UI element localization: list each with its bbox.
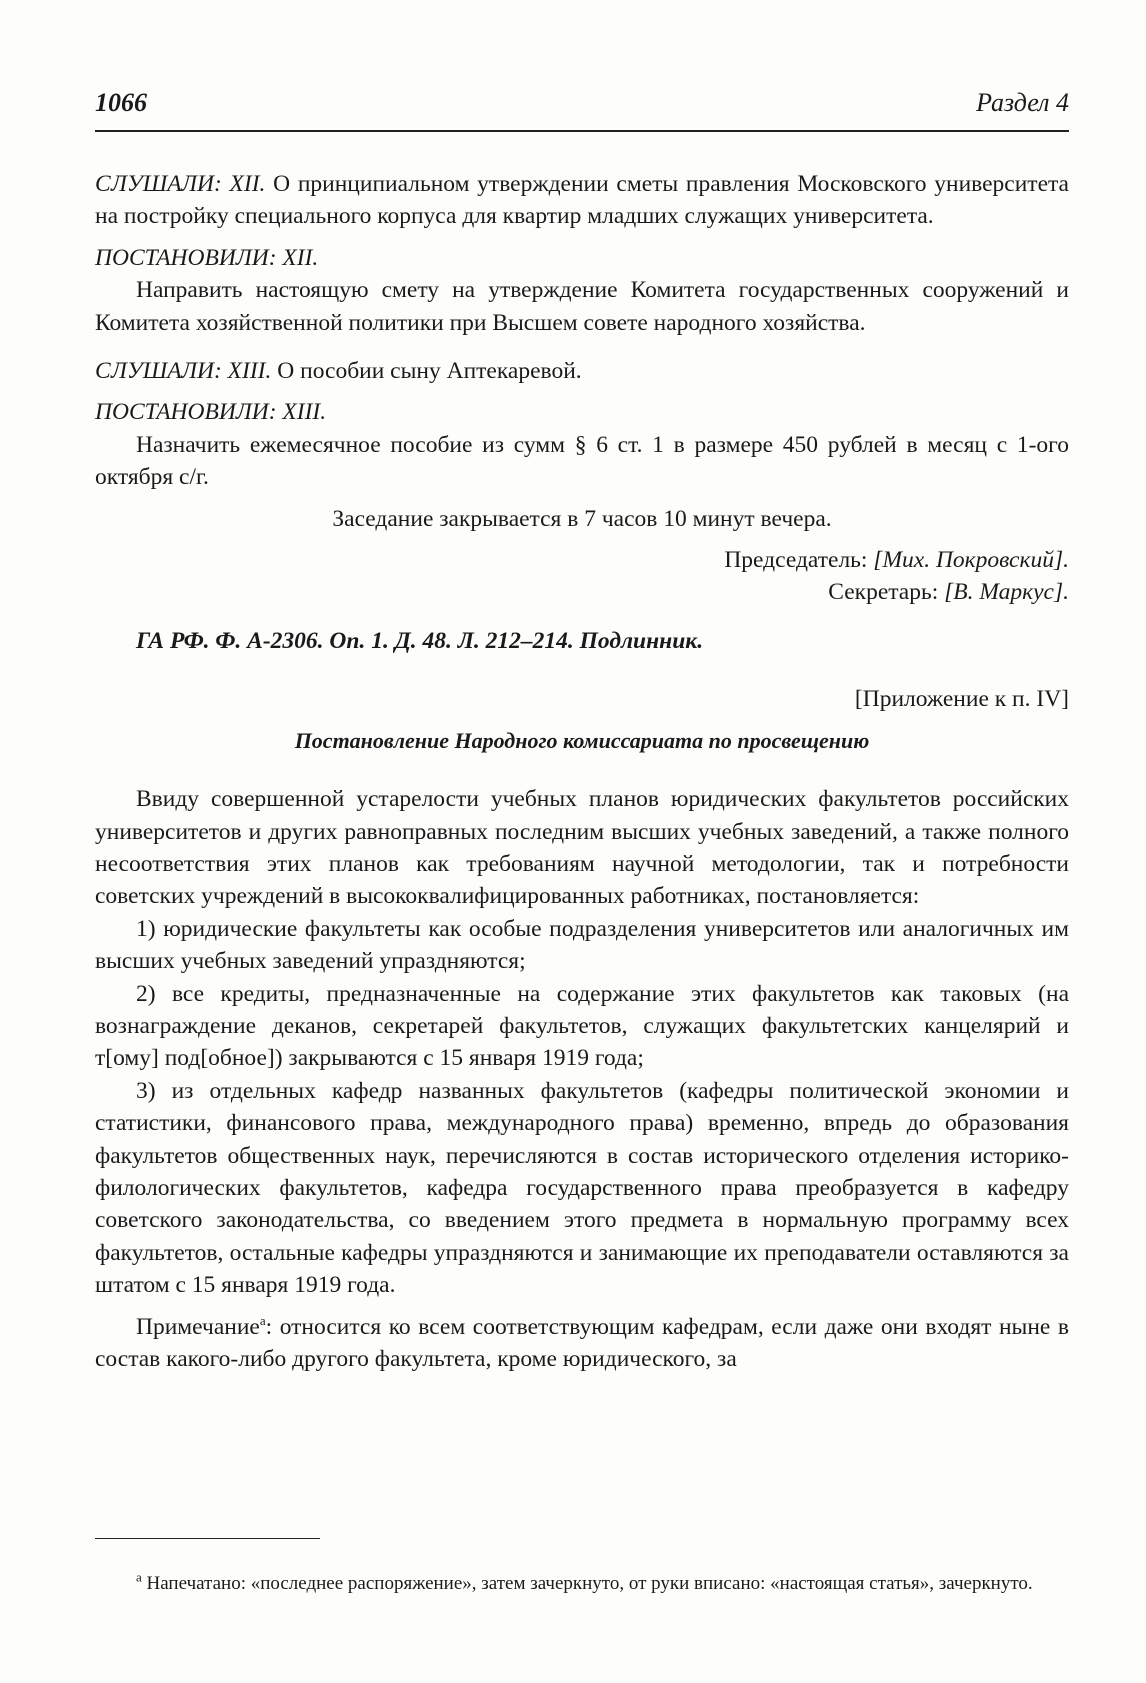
decree-item-1: 1) юридические факультеты как особые подразделения университетов или аналогичных им высших учебных заведений упраздняются; [95,915,1069,975]
decree-note [95,1311,1069,1376]
footnote-text: Напечатано: «последнее распоряжение», затем зачеркнуто, от руки вписано: «настоящая статья», зачеркнуто. [141,1573,1033,1594]
resolution-text-12: Направить настоящую смету на утверждение Комитета государственных сооружений и Комитета хозяйственной политики при Высшем совете народного хозяйства. [95,277,1069,336]
secretary-signature [95,576,1069,608]
protocol-item-heard-12 [95,168,1069,233]
footnote [95,1570,1069,1598]
speaker-label: СЛУШАЛИ: XIII. [95,358,272,385]
page-body [95,168,1069,1375]
footnote-divider [95,1538,320,1539]
chairman-signature [95,544,1069,576]
resolution-text-13: Назначить ежемесячное пособие из сумм § 6 ст. 1 в размере 450 рублей в месяц с 1-ого октября с/г. [95,431,1069,491]
footnote-mark: а [136,1569,142,1585]
decree-title: Постановление Народного комиссариата по просвещению [294,727,870,753]
appendix-reference: [Приложение к п. IV] [854,686,1069,713]
chairman-label: Председатель: [724,547,874,574]
secretary-name: [В. Маркус]. [944,579,1069,606]
protocol-item-heard-13 [95,355,1069,387]
note-label: Примечание [136,1313,260,1340]
secretary-label: Секретарь: [828,579,945,606]
speaker-label: СЛУШАЛИ: XII. [95,171,266,197]
decree-item-3: 3) из отдельных кафедр названных факультетов (кафедры политической экономии и статистики, финансового права, международного права) временно, впредь до образования факультетов общественных наук, перечисляются в состав исторического отделения историко-филологических факультетов, кафедра государственного права преобразуется в кафедру советского законодательства, со введением этого предмета в нормальную программу всех факультетов, остальные кафедры упраздняются и занимающие их преподаватели оставляются за штатом с 15 января 1919 года. [95,1077,1069,1299]
meeting-closed-text: Заседание закрывается в 7 часов 10 минут вечера. [332,505,832,532]
resolution-heading-12: ПОСТАНОВИЛИ: XII. [95,244,319,271]
resolution-heading-13: ПОСТАНОВИЛИ: XIII. [95,399,327,426]
decree-item-2: 2) все кредиты, предназначенные на содержание этих факультетов как таковых (на вознаграждение деканов, секретарей факультетов, служащих факультетских канцелярий и т[ому] под[обное]) закрываются с 15 января 1919 года; [95,980,1069,1072]
note-text: : относится ко всем соответствующим кафедрам, если даже они входят ныне в состав какого-либо другого факультета, кроме юридического, за [95,1313,1069,1372]
decree-intro: Ввиду совершенной устарелости учебных планов юридических факультетов российских университетов и других равноправных последним высших учебных заведений, а также полного несоответствия этих планов как требованиям научной методологии, так и потребности советских учреждений в высококвалифицированных работниках, постановляется: [95,786,1069,910]
item-text: О принципиальном утверждении сметы правления Московского университета на постройку специального корпуса для квартир младших служащих университета. [95,171,1069,230]
archive-reference: ГА РФ. Ф. А-2306. Оп. 1. Д. 48. Л. 212–214. Подлинник. [136,627,704,654]
chairman-name: [Мих. Покровский]. [873,547,1069,574]
item-text: О пособии сыну Аптекаревой. [271,358,582,385]
section-title: Раздел 4 [976,88,1069,117]
page-header [95,82,1069,132]
footnote-marker[interactable]: а [259,1312,266,1328]
page-number: 1066 [95,88,147,117]
